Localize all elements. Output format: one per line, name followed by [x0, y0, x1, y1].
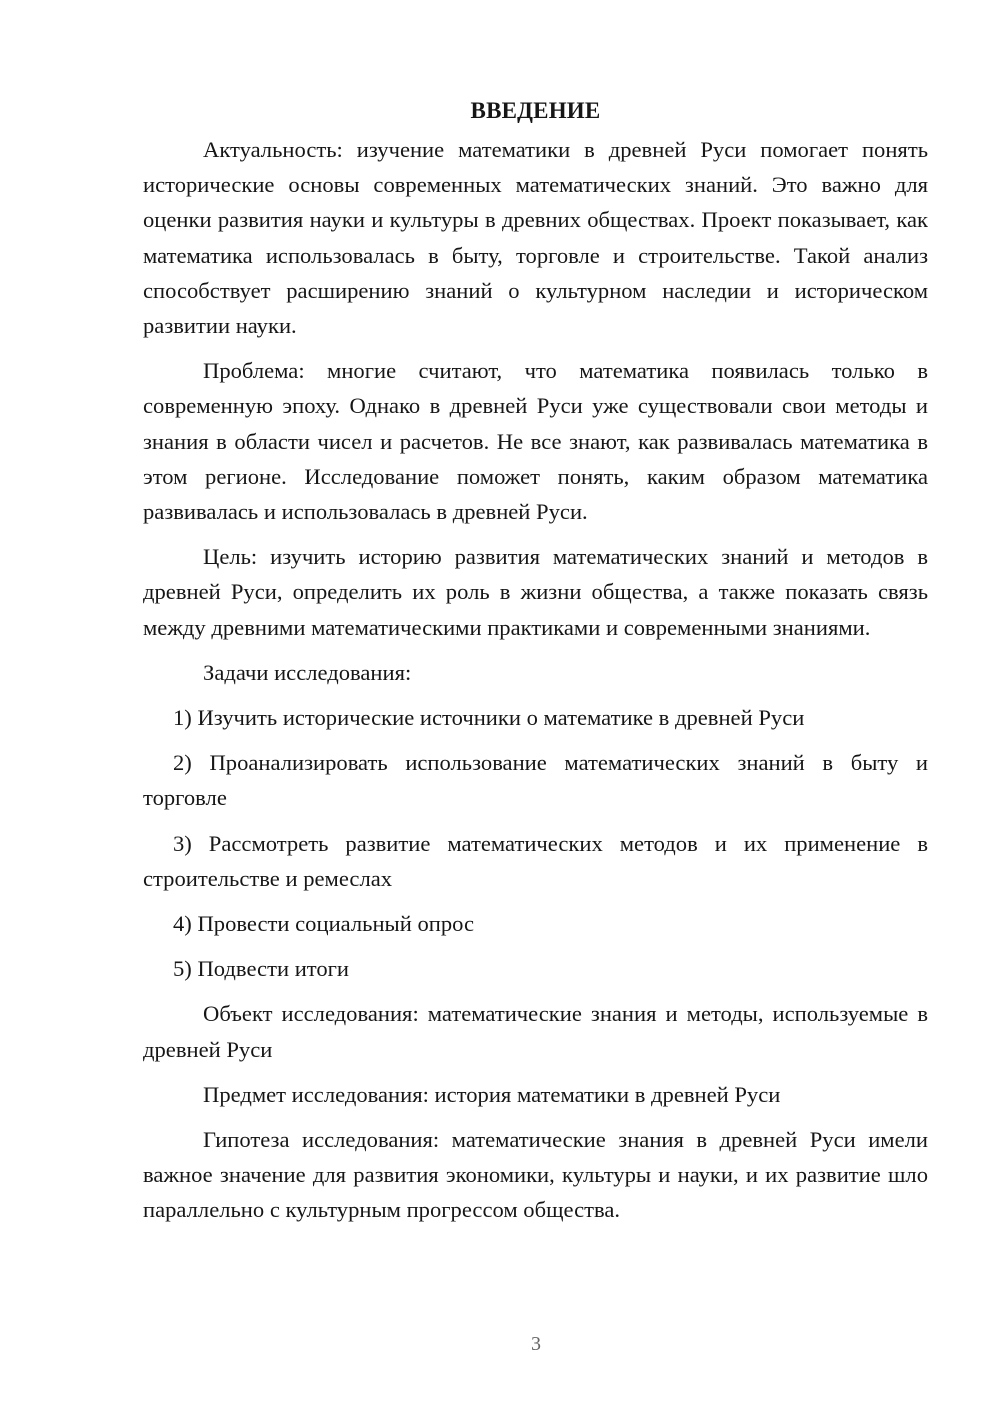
document-page [143, 92, 928, 1238]
task-item-3: 3) Рассмотреть развитие математических методов и их применение в строительстве и ремеслах [143, 830, 928, 891]
problem-paragraph: Проблема: многие считают, что математика появилась только в современную эпоху. Однако в древней Руси уже существовали свои методы и знания в области чисел и расчетов. Не все знают, как развивалась математика в этом регионе. Исследование поможет понять, каким образом математика развивалась и использовалась в древней Руси. [143, 358, 928, 525]
section-heading: ВВЕДЕНИЕ [470, 98, 601, 123]
task-item-5: 5) Подвести итоги [173, 956, 350, 982]
relevance-paragraph: Актуальность: изучение математики в древней Руси помогает понять исторические основы современных математических знаний. Это важно для оценки развития науки и культуры в древних обществах. Проект показывает, как математика использовалась в быту, торговле и строительстве. Такой анализ способствует расширению знаний о культурном наследии и историческом развитии науки. [143, 137, 928, 339]
hypothesis-paragraph: Гипотеза исследования: математические знания в древней Руси имели важное значение для развития экономики, культуры и науки, и их развитие шло параллельно с культурным прогрессом общества. [143, 1127, 928, 1223]
subject-paragraph: Предмет исследования: история математики в древней Руси [203, 1081, 781, 1107]
task-item-1: 1) Изучить исторические источники о математике в древней Руси [173, 705, 805, 731]
page-number: 3 [531, 1333, 541, 1355]
task-item-2: 2) Проанализировать использование математических знаний в быту и торговле [143, 750, 928, 811]
object-paragraph: Объект исследования: математические знания и методы, используемые в древней Руси [143, 1001, 928, 1062]
goal-paragraph: Цель: изучить историю развития математических знаний и методов в древней Руси, определить их роль в жизни общества, а также показать связь между древними математическими практиками и современными знаниями. [143, 544, 928, 640]
tasks-title: Задачи исследования: [203, 659, 412, 685]
task-item-4: 4) Провести социальный опрос [173, 911, 475, 937]
